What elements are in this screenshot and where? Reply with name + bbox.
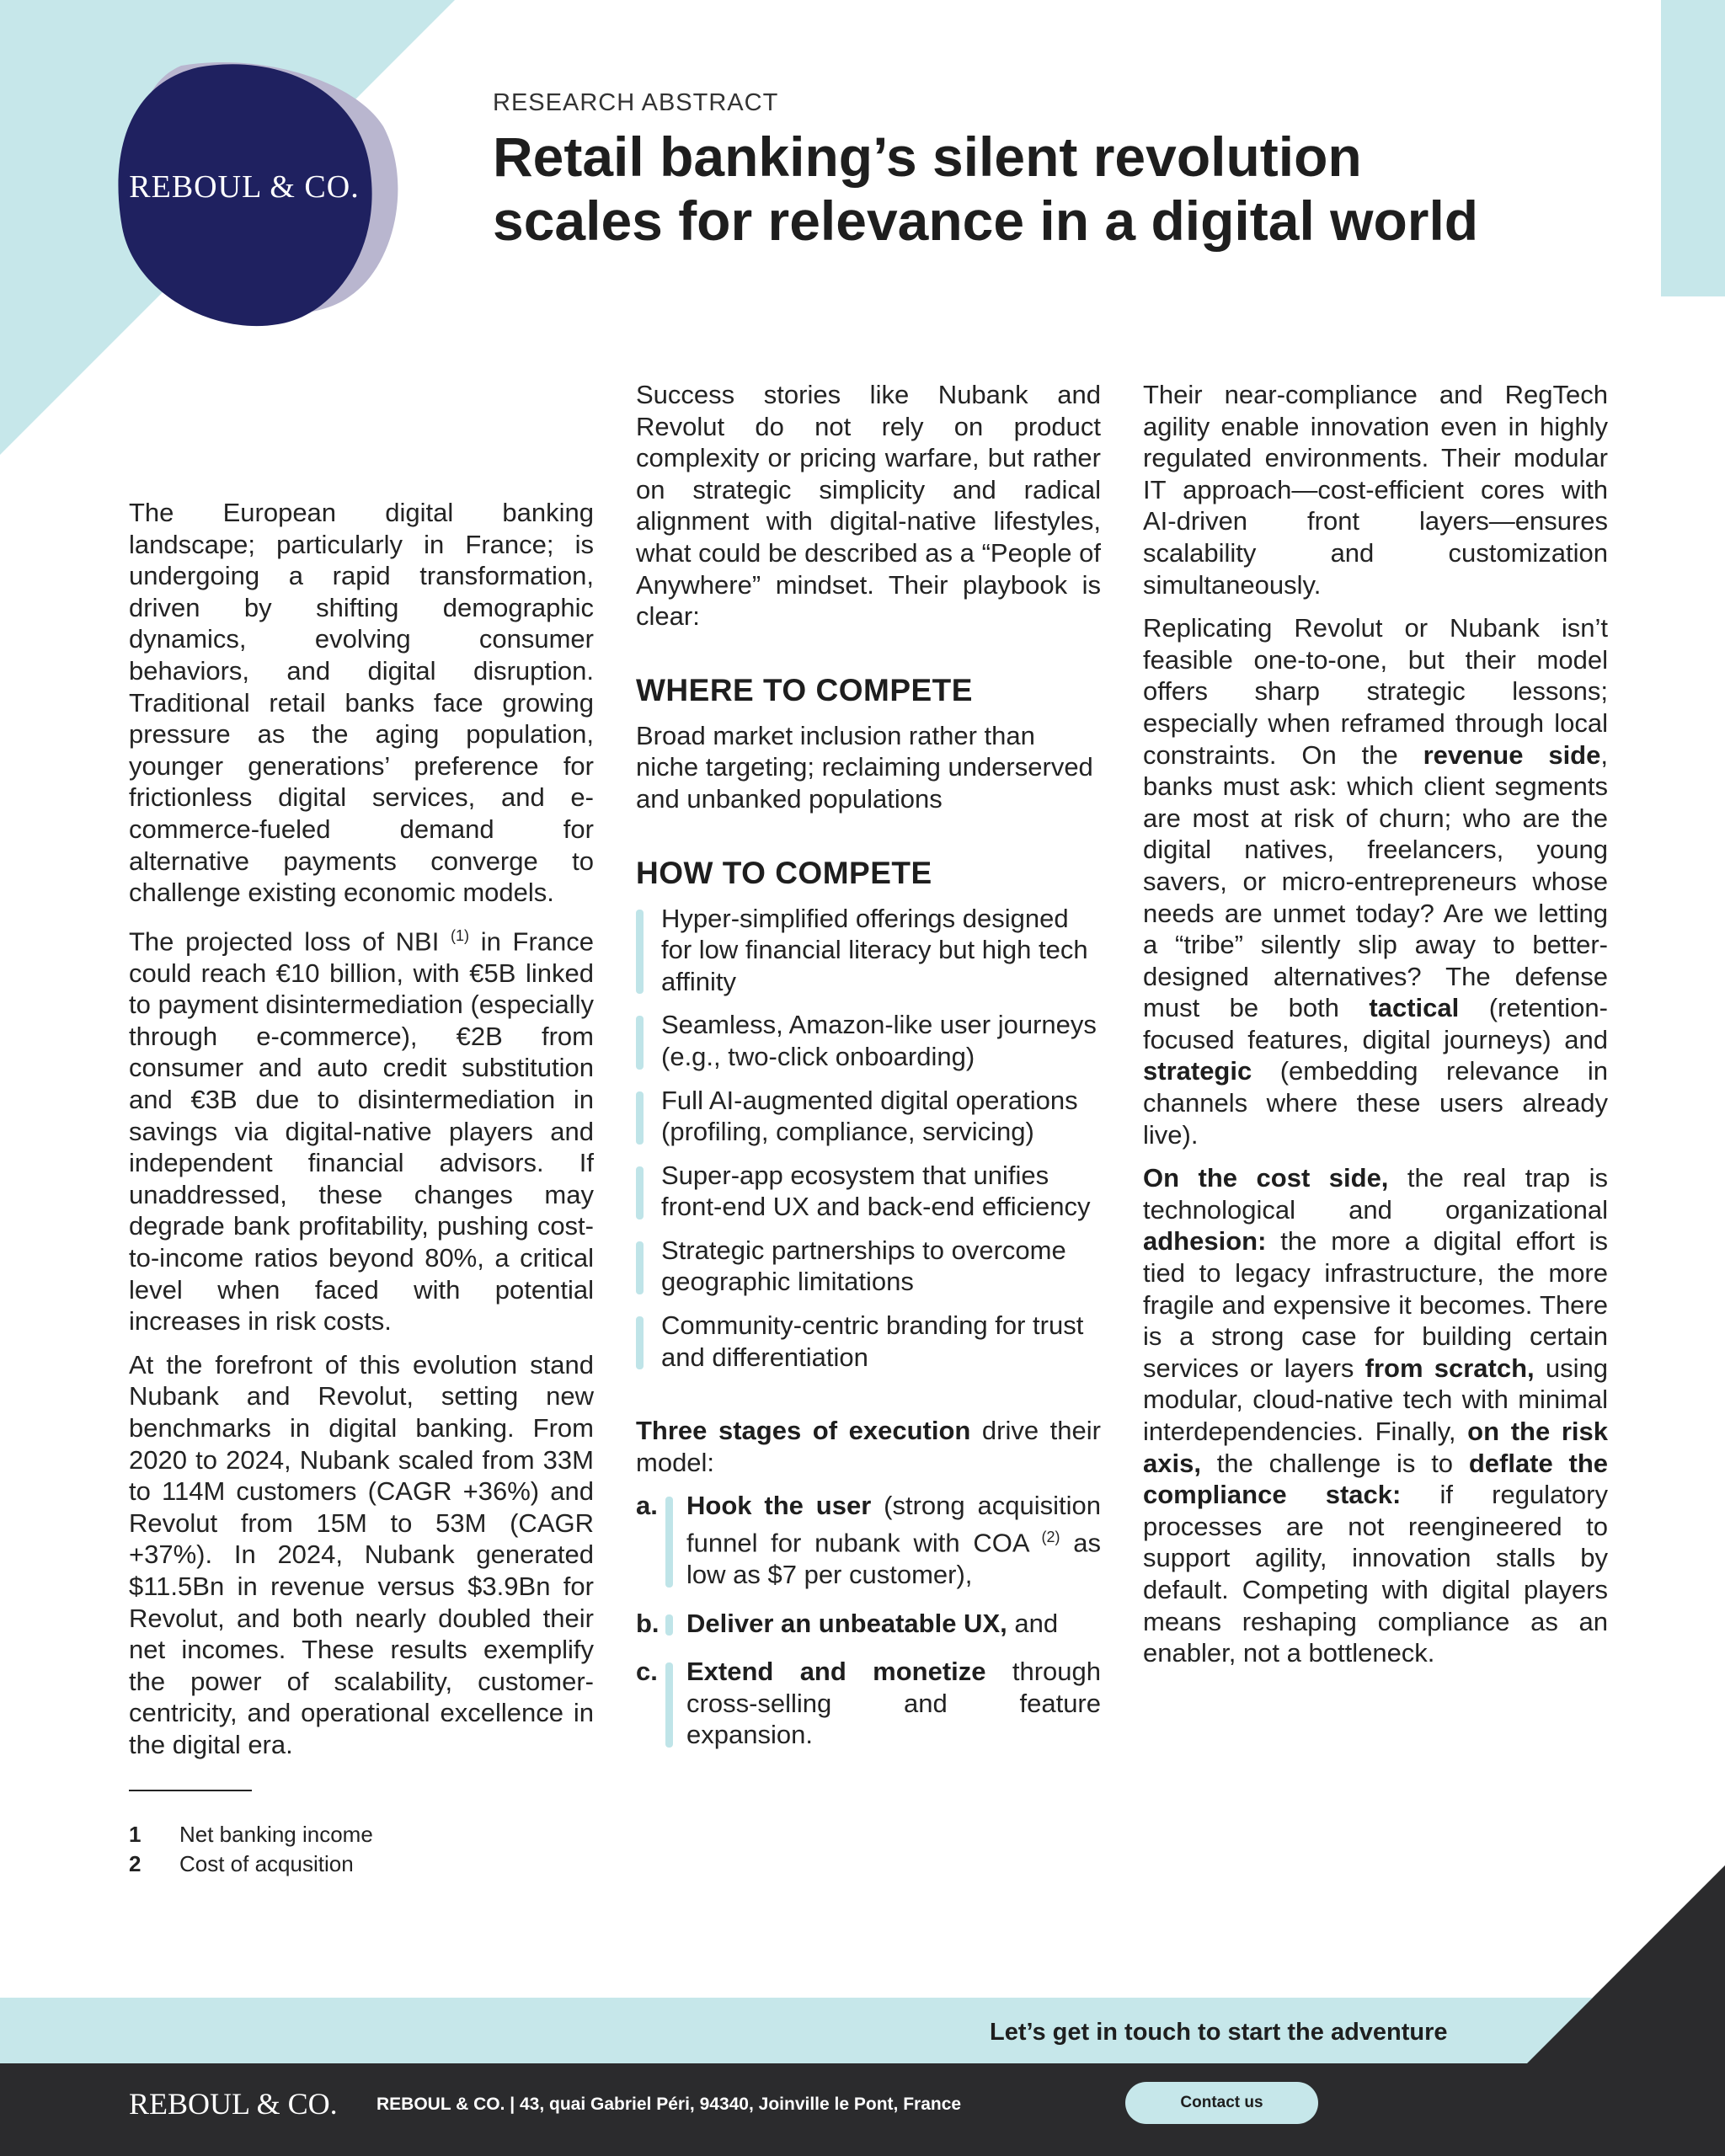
title-line-2: scales for relevance in a digital world <box>493 189 1479 252</box>
list-item-text: Super-app ecosystem that unifies front-end UX and back-end efficiency <box>661 1160 1091 1222</box>
bullet-bar <box>636 1091 644 1145</box>
bullet-bar <box>636 1316 644 1369</box>
stage-bold: Extend and monetize <box>686 1657 986 1687</box>
stage-text: and <box>1007 1608 1059 1638</box>
stages-intro <box>636 1415 1101 1478</box>
col1-p2-text-a: The projected loss of NBI <box>129 926 451 957</box>
col3-paragraph-3 <box>1143 1162 1608 1669</box>
footnote-number: 2 <box>129 1851 142 1876</box>
stage-letter: b. <box>636 1608 660 1638</box>
stage-item-a <box>636 1490 1101 1590</box>
bullet-bar <box>636 1016 644 1069</box>
stages-intro-rest: drive their model: <box>636 1416 1101 1477</box>
list-item <box>636 1009 1101 1072</box>
col3-p3-text: using modular, cloud-native tech with minimal interdependencies. Finally, <box>1143 1353 1608 1446</box>
stage-letter: a. <box>636 1491 658 1521</box>
footer-cta-text: Let’s get in touch to start the adventure <box>990 2019 1448 2046</box>
footnote-text: Net banking income <box>179 1822 373 1847</box>
footer-logo: REBOUL & CO. <box>129 2087 338 2121</box>
bullet-bar <box>665 1614 673 1636</box>
list-item <box>636 1085 1101 1148</box>
col3-p2-text: Replicating Revolut or Nubank isn’t feasible one-to-one, but their model offers sharp strategic lessons; especially when reframed through local constraints. On the <box>1143 613 1608 770</box>
brand-logo <box>118 168 371 205</box>
col3-p3-bold: adhesion: <box>1143 1226 1267 1257</box>
list-item <box>636 1160 1101 1223</box>
column-2 <box>636 379 1101 1768</box>
bullet-bar <box>636 1241 644 1294</box>
list-item-text: Strategic partnerships to overcome geographic limitations <box>661 1235 1066 1297</box>
stage-text: through cross-selling and feature expansion. <box>686 1657 1101 1750</box>
stage-bold: Deliver an unbeatable UX, <box>686 1608 1007 1638</box>
stage-item-b <box>636 1608 1101 1640</box>
where-to-compete-text: Broad market inclusion rather than niche targeting; reclaiming underserved and unbanked populations <box>636 720 1093 814</box>
footnote-ref-2: (2) <box>1041 1529 1060 1546</box>
footnote-divider <box>129 1790 252 1791</box>
column-3 <box>1143 379 1608 1681</box>
stage-text: as low as $7 per customer), <box>686 1528 1101 1589</box>
research-abstract-kicker: RESEARCH ABSTRACT <box>493 89 779 116</box>
col3-p3-bold: on the risk axis, <box>1143 1417 1608 1478</box>
col1-paragraph-1: The European digital banking landscape; particularly in France; is undergoing a rapid transformation, driven by shifting demographic dynamics, evolving consumer behaviors, and digital disruption. Traditional retail banks face growing pressure as the aging population, younger generations’ preference for frictionless digital services, and e-commerce-fueled demand for alternative payments converge to challenge existing economic models. <box>129 498 594 908</box>
col3-p2-text: (retention-focused features, digital journeys) and <box>1143 993 1608 1054</box>
stage-bold: Hook the user <box>686 1491 872 1521</box>
stages-intro-bold: Three stages of execution <box>636 1416 971 1446</box>
col3-p3-text: the real trap is technological and organizational <box>1143 1163 1608 1225</box>
col1-paragraph-2 <box>129 921 594 1337</box>
brand-logo-text: REBOUL & CO. <box>129 169 360 205</box>
footer-cta-band <box>0 1998 1725 2063</box>
col3-p3-bold: from scratch, <box>1365 1353 1535 1383</box>
list-item-text: Community-centric branding for trust and differentiation <box>661 1310 1084 1372</box>
footnote-2 <box>129 1851 354 1877</box>
list-item-text: Hyper-simplified offerings designed for low financial literacy but high tech affinity <box>661 903 1088 996</box>
col3-p2-bold: tactical <box>1369 993 1460 1023</box>
col3-p2-text: (embedding relevance in channels where these users already live). <box>1143 1056 1608 1150</box>
contact-us-button[interactable]: Contact us <box>1125 2082 1318 2124</box>
list-item <box>636 1310 1101 1373</box>
col3-p3-text: if regulatory processes are not reengineered to support agility, innovation stalls by default. Competing with digital players means reshaping compliance as an enabler, not a bottleneck. <box>1143 1480 1608 1668</box>
footnote-1 <box>129 1822 373 1848</box>
col3-p3-text: the challenge is to <box>1200 1448 1469 1478</box>
how-to-compete-heading: HOW TO COMPETE <box>636 855 932 890</box>
col3-p2-bold: strategic <box>1143 1056 1252 1086</box>
bullet-bar <box>636 910 644 995</box>
bullet-bar <box>636 1166 644 1219</box>
stage-letter: c. <box>636 1657 658 1687</box>
col2-intro: Success stories like Nubank and Revolut do not rely on product complexity or pricing warfare, but rather on strategic simplicity and radical alignment with digital-native lifestyles, what could be described as a “People of Anywhere” mindset. Their playbook is clear: <box>636 380 1101 632</box>
how-to-compete-list <box>636 903 1101 1374</box>
bullet-bar <box>665 1497 673 1587</box>
footnote-text: Cost of acqusition <box>179 1851 354 1876</box>
stages-list <box>636 1490 1101 1750</box>
col3-paragraph-2 <box>1143 612 1608 1150</box>
page-title <box>493 125 1588 253</box>
title-line-1: Retail banking’s silent revolution <box>493 125 1362 188</box>
footer-address: REBOUL & CO. | 43, quai Gabriel Péri, 94340, Joinville le Pont, France <box>377 2095 962 2114</box>
col1-paragraph-3: At the forefront of this evolution stand Nubank and Revolut, setting new benchmarks in digital banking. From 2020 to 2024, Nubank scaled from 33M to 114M customers (CAGR +36%) and Revolut from 15M to 53M (CAGR +37%). In 2024, Nubank generated $11.5Bn in revenue versus $3.9Bn for Revolut, and both nearly doubled their net incomes. These results exemplify the power of scalability, customer-centricity, and operational excellence in the digital era. <box>129 1349 594 1759</box>
col3-p3-text: the more a digital effort is tied to legacy infrastructure, the more fragile and expensive it becomes. There is a strong case for building certain services or layers <box>1143 1226 1608 1383</box>
stage-text: (strong acquisition funnel for nubank with COA <box>686 1491 1101 1558</box>
col3-p3-bold: On the cost side, <box>1143 1163 1389 1193</box>
col3-p2-bold: revenue side <box>1423 739 1601 770</box>
col3-paragraph-1: Their near-compliance and RegTech agility enable innovation even in highly regulated environments. Their modular IT approach—cost-efficient cores with AI-driven front layers—ensures scalability and customization simultaneously. <box>1143 380 1608 600</box>
column-1 <box>129 497 594 1772</box>
list-item <box>636 903 1101 998</box>
top-right-teal-strip <box>1661 0 1725 296</box>
footnote-number: 1 <box>129 1822 142 1847</box>
list-item-text: Seamless, Amazon-like user journeys (e.g., two-click onboarding) <box>661 1010 1097 1071</box>
list-item-text: Full AI-augmented digital operations (profiling, compliance, servicing) <box>661 1085 1078 1147</box>
stage-item-c <box>636 1656 1101 1751</box>
col1-p2-text-b: in France could reach €10 billion, with €5B linked to payment disintermediation (especially through e-commerce), €2B from consumer and auto credit substitution and €3B due to disintermediation in savings via digital-native players and independent financial advisors. If unaddressed, these changes may degrade bank profitability, pushing cost-to-income ratios beyond 80%, a critical level when faced with potential increases in risk costs. <box>129 926 594 1337</box>
footnote-ref-1: (1) <box>451 926 470 944</box>
bullet-bar <box>665 1662 673 1748</box>
col3-p2-text: , banks must ask: which client segments are most at risk of churn; who are the digital natives, freelancers, young savers, or micro-entrepreneurs whose needs are unmet today? Are we letting a “tribe” silently slip away to better-designed alternatives? The defense must be both <box>1143 739 1608 1023</box>
list-item <box>636 1235 1101 1298</box>
where-to-compete-heading: WHERE TO COMPETE <box>636 672 973 707</box>
col3-p3-bold: deflate the compliance stack: <box>1143 1448 1609 1510</box>
